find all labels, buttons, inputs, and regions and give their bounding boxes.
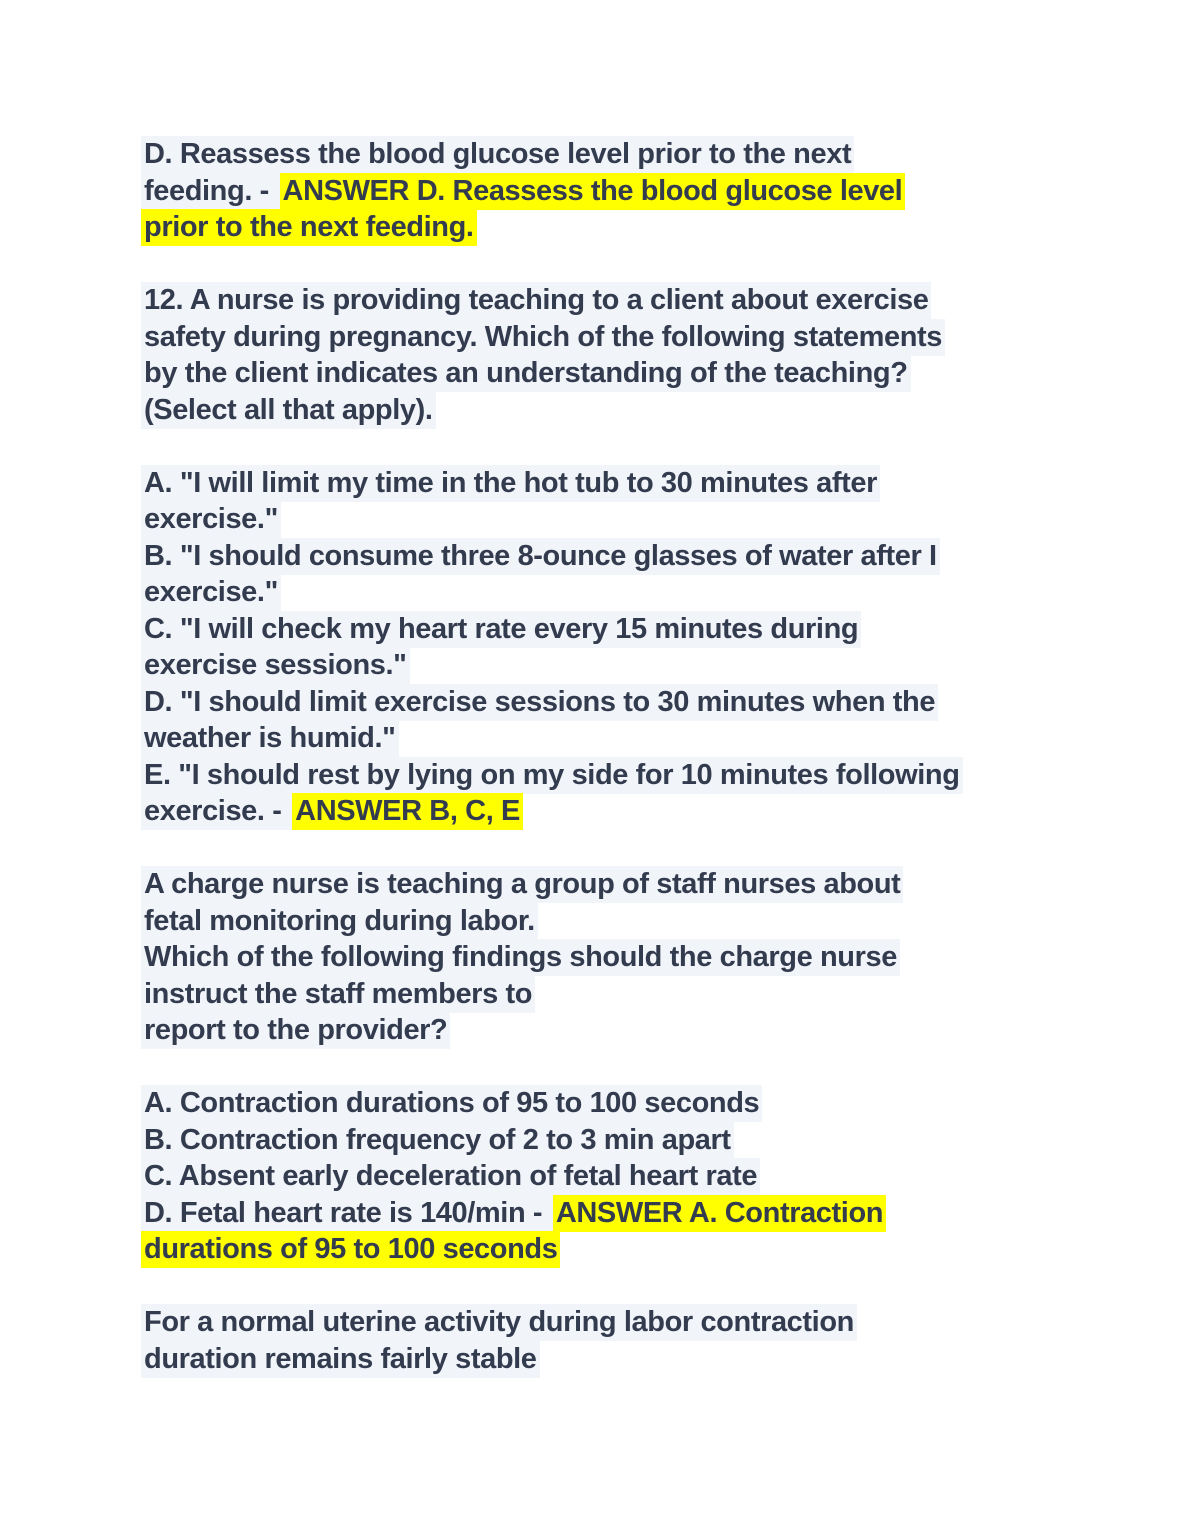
question-12-options <box>141 465 1071 830</box>
text-segment: A. "I will limit my time in the hot tub to 30 minutes after exercise." B. "I should consume three 8-ounce glasses of water after I exercise." C. "I will check my heart rate every 15 minutes during exercise sessions." D. "I should limit exercise sessions to 30 minutes when the weather is humid." E. "I should rest by lying on my side for 10 minutes following exercise. - <box>141 465 963 831</box>
text-segment: 12. A nurse is providing teaching to a client about exercise safety during pregnancy. Which of the following statements by the client indicates an understanding of the teaching? (Select all that apply). <box>141 282 945 429</box>
question-12-stem <box>141 282 1071 428</box>
answer-highlight: ANSWER D. Reassess the blood glucose level prior to the next feeding. <box>141 173 905 247</box>
text-segment: A. Contraction durations of 95 to 100 seconds B. Contraction frequency of 2 to 3 min apart C. Absent early deceleration of fetal heart rate D. Fetal heart rate is 140/min - <box>141 1085 762 1232</box>
text-segment: For a normal uterine activity during labor contraction duration remains fairly stable <box>141 1304 857 1378</box>
text-segment: D. Reassess the blood glucose level prior to the next feeding. - <box>141 136 854 210</box>
question-fetal-monitoring-stem <box>141 866 1071 1049</box>
text-segment: A charge nurse is teaching a group of staff nurses about fetal monitoring during labor. Which of the following findings should the charge nurse instruct the staff members to report to the provider? <box>141 866 903 1049</box>
document-content <box>141 136 1071 1377</box>
answer-highlight: ANSWER B, C, E <box>292 793 523 830</box>
answer-highlight: ANSWER A. Contraction durations of 95 to 100 seconds <box>141 1195 886 1269</box>
rationale-note <box>141 1304 1071 1377</box>
question-fetal-monitoring-options <box>141 1085 1071 1268</box>
qa-block-glucose <box>141 136 1071 246</box>
